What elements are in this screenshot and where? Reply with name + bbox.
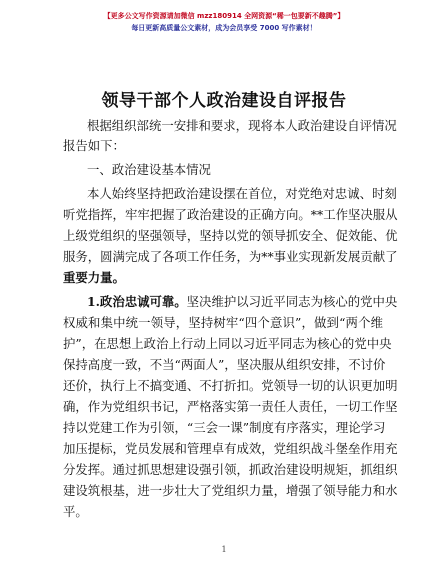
paragraph-line: 护”，在思想上政治上行动上同以习近平同志为核心的党中央 <box>63 336 392 351</box>
paragraph-line: 上级党组织的坚强领导，坚持以党的领导抓安全、促效能、优 <box>63 228 398 243</box>
promo-banner-line-1: 【更多公文写作资源请加微信 mzz180914 全网资源“稀一包要新不趣腾”】 <box>103 12 345 20</box>
intro-line-1: 根据组织部统一安排和要求，现将本人政治建设自评情况 <box>87 118 397 133</box>
promo-banner-line-2: 每日更新高质量公文素材，成为会员享受 7000 写作素材！ <box>131 24 317 32</box>
intro-line-2: 报告如下： <box>63 138 125 153</box>
paragraph-line: 持以党建工作为引领，“三会一课”制度有序落实，理论学习 <box>63 420 386 435</box>
paragraph-last-line: 平。 <box>63 504 88 519</box>
subsection-first-line <box>87 294 398 310</box>
section-heading: 一、政治建设基本情况 <box>87 162 211 177</box>
subsection-lead: 1.政治忠诚可靠。 <box>87 294 187 309</box>
paragraph-last-line: 重要力量。 <box>63 270 125 285</box>
paragraph-line: 建设筑根基，进一步壮大了党组织力量，增强了领导能力和水 <box>63 483 398 498</box>
paragraph-line: 权威和集中统一领导，坚持树牢“四个意识”，做到“两个维 <box>63 315 383 330</box>
paragraph-line: 分发挥。通过抓思想建设强引领，抓政治建设明规矩，抓组织 <box>63 462 398 477</box>
paragraph-line: 本人始终坚持把政治建设摆在首位，对党绝对忠诚、时刻 <box>87 186 397 201</box>
paragraph-line: 保持高度一致，不当“两面人”，坚决服从组织安排，不讨价 <box>63 357 386 372</box>
paragraph-line: 加压提标，党员发展和管理卓有成效，党组织战斗堡垒作用充 <box>63 441 398 456</box>
subsection-first-text: 坚决维护以习近平同志为核心的党中央 <box>186 294 398 309</box>
paragraph-line: 确，作为党组织书记，严格落实第一责任人责任，一切工作坚 <box>63 399 398 414</box>
paragraph-line: 听党指挥，牢牢把握了政治建设的正确方向。**工作坚决服从 <box>63 207 398 222</box>
paragraph-line: 服务，圆满完成了各项工作任务，为**事业实现新发展贡献了 <box>63 249 398 264</box>
page-number: 1 <box>221 545 227 554</box>
paragraph-line: 还价，执行上不搞变通、不打折扣。党领导一切的认识更加明 <box>63 378 398 393</box>
document-title: 领导干部个人政治建设自评报告 <box>101 91 347 111</box>
